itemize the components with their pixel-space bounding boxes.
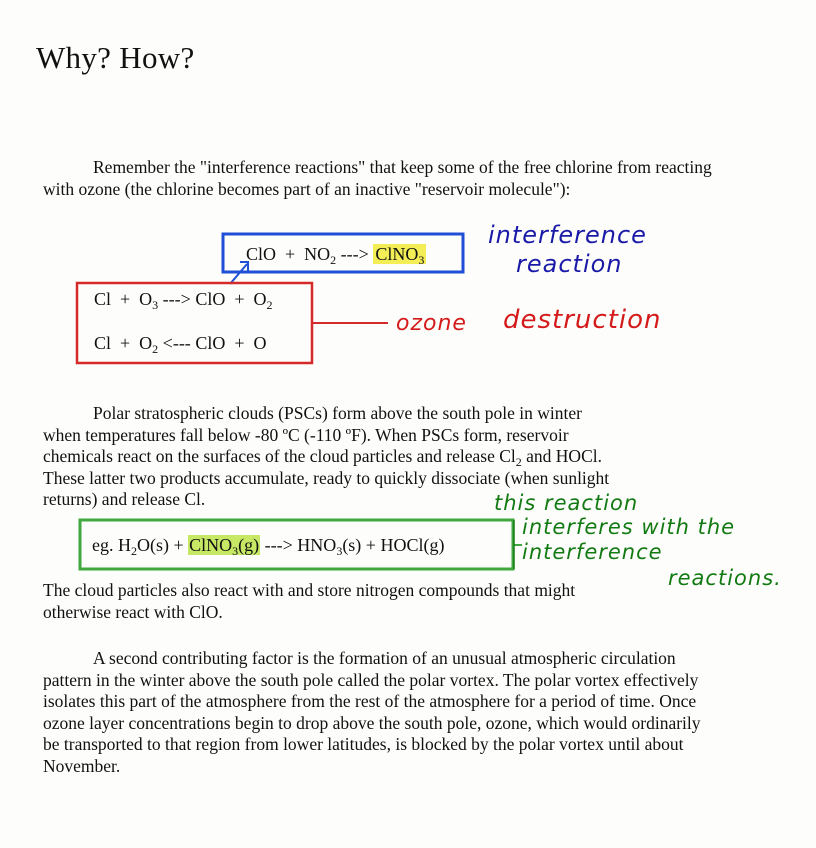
interference-equation: ClO + $NO_2$ ---> ClNO$_3$ <box>246 244 425 267</box>
annotation-interference: interference <box>488 221 647 249</box>
link-arrow <box>230 264 247 284</box>
clno3-highlight: ClNO$_3$ <box>375 244 425 267</box>
polar-vortex-paragraph: A second contributing factor is the formation of an unusual atmospheric circulation pattern in the winter above the south pole called the polar vortex. The polar vortex effectively isolates this part of the atmosphere from the rest of the atmosphere for a period of time. Once ozone layer concentrations begin to drop above the south pole, ozone, which would ordinarily be transported to that region from lower latitudes, is blocked by the polar vortex until about November. <box>43 648 701 776</box>
psc-equation: eg. $H_2O(s)$ + ClNO$_3$(g) ---> $HNO_3(s)$ + HOCl(g) <box>92 535 445 558</box>
page-title: Why? How? <box>36 40 195 75</box>
psc-paragraph: Polar stratospheric clouds (PSCs) form above the south pole in winter when temperatures fall below -80 ºC (-110 ºF). When PSCs form, reservoir chemicals react on the surfaces of the cloud particles and release $Cl_2$ and HOCl. These latter two products accumulate, ready to quickly dissociate (when sunlight returns) and release Cl. <box>43 403 610 509</box>
annotation-ozone: ozone <box>396 311 467 336</box>
cloud-particles-paragraph: The cloud particles also react with and store nitrogen compounds that might otherwise react with ClO. <box>43 580 576 622</box>
clno3-green-highlight: ClNO$_3$(g) <box>189 535 260 558</box>
annotation-reaction: reaction <box>516 250 623 278</box>
destruction-equation-2: $Cl + O_2$ <--- ClO + O <box>94 333 267 356</box>
annotation-interferes: interferes with the <box>522 515 736 539</box>
annotation-this-reaction: this reaction <box>494 491 639 515</box>
destruction-equation-1: $Cl + O_3$ ---> ClO + $O_2$ <box>94 289 273 312</box>
annotation-destruction: destruction <box>503 305 662 335</box>
intro-text: Remember the "interference reactions" that keep some of the free chlorine from reacting with ozone (the chlorine becomes part of an inactive "reservoir molecule"): <box>43 157 712 199</box>
annotation-interference-2: interference <box>522 540 663 564</box>
annotation-reactions: reactions. <box>668 566 782 590</box>
